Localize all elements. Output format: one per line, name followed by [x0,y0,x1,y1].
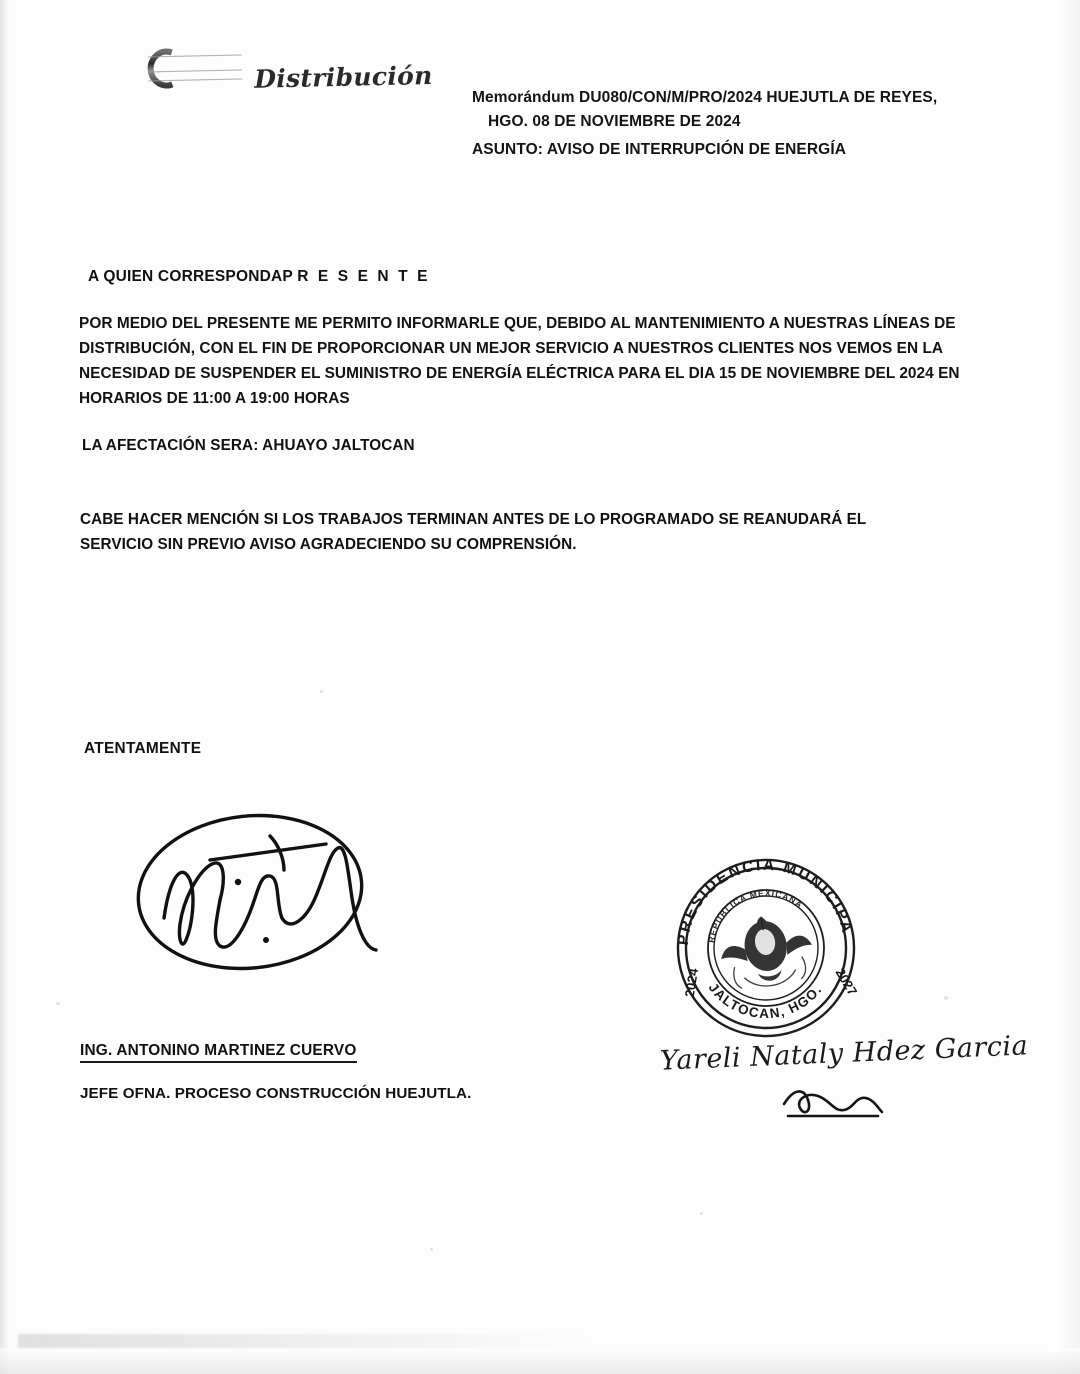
scan-smudge [18,1334,968,1348]
addressee-presente: R E S E N T E [297,268,431,285]
stamp-top-text: PRESIDENCIA MUNICIPAL [646,852,856,947]
addressee-line [88,268,430,286]
scan-edge-bottom [0,1348,1080,1374]
stamp-bottom-text: JALTOCAN, HGO. [705,980,826,1022]
closing-line: ATENTAMENTE [84,740,202,757]
paragraph-main-part-a: POR MEDIO DEL PRESENTE ME PERMITO INFORMARLE QUE, DEBIDO AL MANTENIMIENTO A NUESTRAS LÍNEAS DE DISTRIBUCIÓN, CON EL FIN DE PROPORCIONAR UN MEJOR SERVICIO A NUESTROS CLIENTES NOS VEMOS EN LA NECESIDAD DE SUSPENDER EL SUMINISTRO DE ENERGÍA ELÉCTRICA PARA EL DIA [79,315,956,382]
signer-role: JEFE OFNA. PROCESO CONSTRUCCIÓN HUEJUTLA. [80,1085,472,1102]
handwritten-name: Yareli Nataly Hdez Garcia [659,1030,1029,1077]
scan-edge-left [0,0,10,1374]
paragraph-main [79,312,987,412]
addressee-prefix: A QUIEN CORRESPONDAP [88,268,298,285]
stamp-year-left: 2024 [681,967,702,999]
paragraph-main-date: 15 DE NOVIEMBRE DEL 2024 [719,364,934,382]
memo-subject: ASUNTO: AVISO DE INTERRUPCIÓN DE ENERGÍA [472,141,847,159]
cfe-logo-icon [141,39,246,97]
paragraph-main-part-b: EN HORARIOS DE [79,364,960,407]
handwritten-signature-flourish [778,1082,888,1122]
memo-line-1: Memorándum DU080/CON/M/PRO/2024 HUEJUTLA DE REYES, [472,89,938,106]
paragraph-note: CABE HACER MENCIÓN SI LOS TRABAJOS TERMINAN ANTES DE LO PROGRAMADO SE REANUDARÁ EL SERVICIO SIN PREVIO AVISO AGRADECIENDO SU COMPRENSIÓN. [80,511,866,553]
cfe-logo-division-text: Distribución [253,60,433,94]
memo-header [472,86,982,162]
affectation-line: LA AFECTACIÓN SERA: AHUAYO JALTOCAN [82,437,415,454]
stamp-inner-text: REPUBLICA MEXICANA [706,887,805,944]
municipal-stamp [646,836,878,1060]
signature-scribble [120,800,410,990]
svg-text:JALTOCAN, HGO. [704,964,828,1031]
signer-name: ING. ANTONINO MARTINEZ CUERVO [80,1042,357,1063]
memo-line-2: HGO. 08 DE NOVIEMBRE DE 2024 [488,112,741,130]
stamp-year-right: 2027 [832,965,861,999]
paragraph-main-hours: 11:00 A 19:00 HORAS [192,389,350,407]
cfe-logo-block [141,35,432,97]
scan-edge-right [1054,0,1080,1374]
